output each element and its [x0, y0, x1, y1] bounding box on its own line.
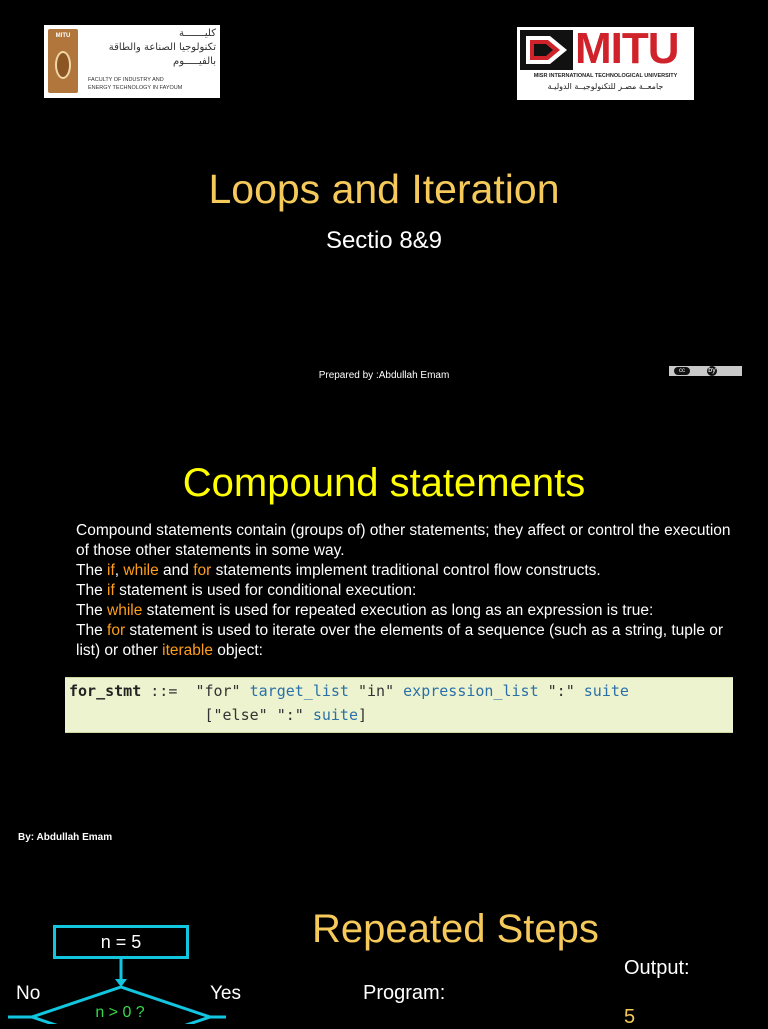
mitu-mark-icon: [520, 30, 573, 70]
program-label: Program:: [363, 982, 446, 1004]
attribution-icon: by: [708, 367, 716, 374]
slide1-title: Loops and Iteration: [208, 166, 560, 212]
mitu-logo: [517, 24, 694, 100]
keyword-if: if: [107, 582, 115, 599]
creative-commons-badge: [669, 366, 742, 376]
body-line: [76, 601, 736, 621]
grammar-link-expression-list[interactable]: expression_list: [403, 682, 539, 700]
flow-no-label: No: [16, 983, 41, 1004]
text: statements implement traditional control flow constructs.: [211, 562, 601, 579]
text: The: [76, 562, 108, 579]
grammar-op: ::=: [141, 682, 187, 700]
mitu-wordmark: MITU: [575, 24, 679, 73]
grammar-literal: "in": [358, 682, 395, 700]
faculty-english-line: FACULTY OF INDUSTRY AND: [88, 77, 164, 83]
for-stmt-grammar: [65, 677, 733, 733]
text: object:: [212, 642, 263, 659]
grammar-link-suite[interactable]: suite: [312, 706, 358, 724]
faculty-english-line: ENERGY TECHNOLOGY IN FAYOUM: [88, 85, 183, 91]
body-line: Compound statements contain (groups of) other statements; they affect or control the execution of those other statements in some way.: [76, 522, 731, 559]
body-line: [76, 621, 736, 661]
cc-icon: cc: [674, 367, 690, 375]
slide1-subtitle: Sectio 8&9: [325, 227, 443, 254]
output-value: 5: [624, 1006, 636, 1028]
slide3-title: Repeated Steps: [312, 907, 599, 951]
grammar-literal: "for": [195, 682, 241, 700]
faculty-arabic-line: كليـــــــة: [179, 28, 216, 39]
faculty-english-name: [88, 76, 220, 92]
text: statement is used for repeated execution as long as an expression is true:: [142, 602, 654, 619]
grammar-rule-name: for_stmt: [69, 682, 142, 700]
bolt-icon: [55, 51, 71, 79]
faculty-logo: [44, 25, 220, 98]
text: and: [158, 562, 194, 579]
grammar-link-suite[interactable]: suite: [583, 682, 629, 700]
faculty-arabic-name: [84, 27, 216, 69]
mitu-subtitle: MISR INTERNATIONAL TECHNOLOGICAL UNIVERSITY: [533, 73, 678, 79]
text: statement is used to iterate over the elements of a sequence (such as a string, tuple or list) or other: [76, 622, 724, 659]
keyword-for: for: [107, 622, 126, 639]
mitu-arabic-name: جامعــة مصـر للتكنولوجيــة الدوليـة: [547, 82, 664, 91]
grammar-link-target-list[interactable]: target_list: [249, 682, 349, 700]
faculty-arabic-line: تكنولوجيا الصناعة والطاقة: [108, 42, 216, 53]
keyword-while: while: [123, 562, 159, 579]
faculty-badge-icon: [48, 29, 78, 93]
badge-text: MITU: [55, 33, 71, 39]
grammar-literal: "else": [213, 706, 268, 724]
faculty-arabic-line: بالفيـــــوم: [173, 56, 216, 67]
keyword-for: for: [193, 562, 212, 579]
grammar-indent: [69, 706, 204, 724]
text: statement is used for conditional execution:: [114, 582, 417, 599]
text: ,: [114, 562, 124, 579]
output-label: Output:: [624, 957, 690, 979]
keyword-if: if: [107, 562, 115, 579]
text: The: [76, 622, 108, 639]
flow-condition-text: n > 0 ?: [95, 1004, 145, 1021]
grammar-literal: ":": [547, 682, 575, 700]
flow-yes-label: Yes: [210, 983, 241, 1004]
slide2-title: Compound statements: [182, 461, 586, 505]
slide2-body: [76, 521, 736, 661]
body-line: [76, 581, 736, 601]
prepared-by: Prepared by :Abdullah Emam: [318, 370, 450, 381]
keyword-iterable: iterable: [162, 642, 213, 659]
slide-footer: By: Abdullah Emam: [18, 832, 113, 843]
text: The: [76, 602, 108, 619]
body-line: [76, 561, 736, 581]
grammar-bracket: ]: [358, 706, 368, 724]
grammar-bracket: [: [204, 706, 214, 724]
text: The: [76, 582, 108, 599]
flow-process-box: n = 5: [53, 925, 189, 959]
keyword-while: while: [107, 602, 143, 619]
grammar-literal: ":": [276, 706, 304, 724]
